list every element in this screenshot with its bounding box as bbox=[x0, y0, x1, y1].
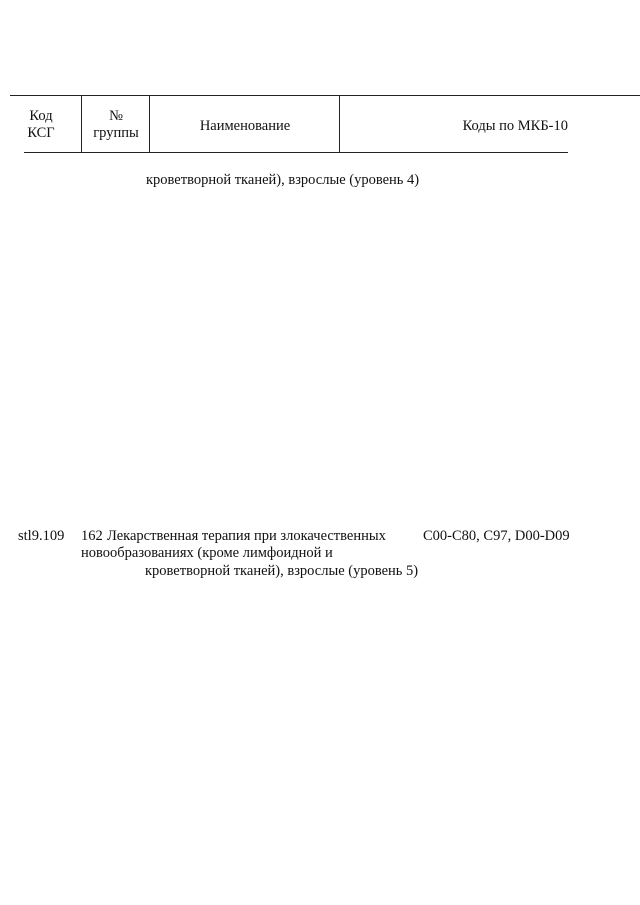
header-bottom-border bbox=[24, 152, 568, 153]
header-mkb-codes: Коды по МКБ-10 bbox=[462, 118, 568, 134]
row-mkb-codes: С00-С80, С97, D00-D09 bbox=[423, 528, 570, 544]
row-name-line2: новообразованиях (кроме лимфоидной и bbox=[81, 545, 333, 561]
header-code-ksg bbox=[24, 108, 58, 142]
header-name: Наименование bbox=[199, 118, 291, 134]
header-group-line2: группы bbox=[93, 125, 139, 141]
row-code: stl9.109 bbox=[18, 528, 65, 544]
header-group-line1: № bbox=[109, 108, 123, 124]
row-group-number: 162 bbox=[81, 528, 103, 544]
header-code-line2: КСГ bbox=[27, 125, 55, 141]
header-divider-1 bbox=[81, 96, 82, 152]
header-group-number bbox=[88, 108, 144, 142]
header-top-border bbox=[10, 95, 640, 96]
row-name-line1: Лекарственная терапия при злокачественных bbox=[107, 528, 386, 544]
header-code-line1: Код bbox=[29, 108, 53, 124]
continuation-text: кроветворной тканей), взрослые (уровень 4) bbox=[146, 172, 420, 188]
row-name-line3: кроветворной тканей), взрослые (уровень 5) bbox=[145, 563, 419, 579]
